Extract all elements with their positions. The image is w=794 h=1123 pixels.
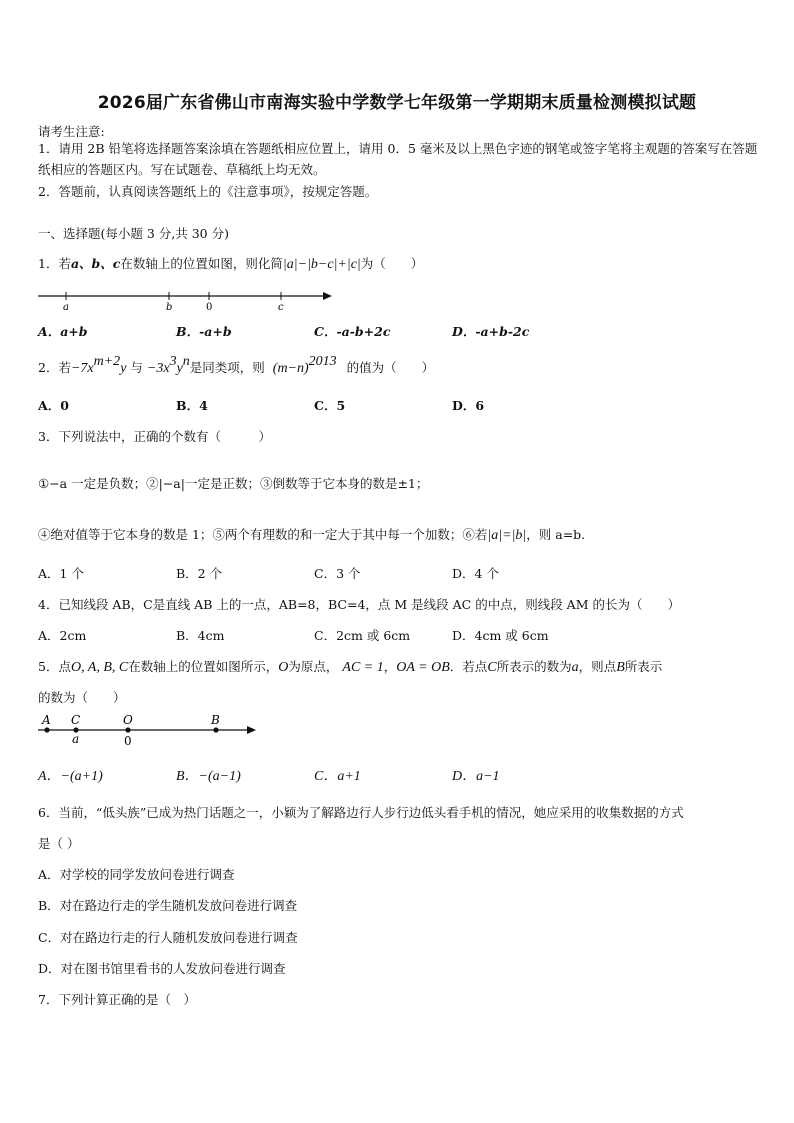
- q5-point-o: [125, 727, 130, 732]
- q3-option-c[interactable]: C．3 个: [314, 566, 361, 581]
- notice-item-1: 1．请用 2B 铅笔将选择题答案涂填在答题纸相应位置上，请用 0．5 毫米及以上黑色字迹的钢笔或签字笔将主观题的答案写在答题纸相应的答题区内。写在试题卷、草稿纸上均无效。: [38, 141, 758, 177]
- notice-item-2: 2．答题前，认真阅读答题纸上的《注意事项》，按规定答题。: [38, 184, 378, 199]
- q1-label-a: a: [63, 302, 69, 312]
- q5-label-B: B: [211, 713, 220, 727]
- page-title: 2026届广东省佛山市南海实验中学数学七年级第一学期期末质量检测模拟试题: [97, 93, 697, 113]
- question-4-stem: 4．已知线段 AB，C是直线 AB 上的一点，AB=8，BC=4，点 M 是线段 AC 的中点，则线段 AM 的长为（ ）: [38, 597, 680, 612]
- q3-statements-line-2: ④绝对值等于它本身的数是 1；⑤两个有理数的和一定大于其中每一个加数；⑥若|a|=|b|，则 a=b.: [38, 527, 586, 543]
- q6-option-a[interactable]: A．对学校的同学发放问卷进行调查: [38, 867, 235, 882]
- q2-option-a[interactable]: A．0: [38, 398, 69, 413]
- question-3-stem: 3．下列说法中，正确的个数有（ ）: [38, 429, 271, 444]
- q1-label-b: b: [166, 302, 173, 312]
- q2-option-b[interactable]: B．4: [176, 398, 208, 413]
- q4-option-d[interactable]: D．4cm 或 6cm: [452, 628, 549, 643]
- q5-label-C: C: [71, 713, 81, 727]
- question-1-stem: 1．若a、b、c在数轴上的位置如图，则化简|a|−|b−c|+|c|为（ ）: [38, 256, 424, 272]
- q5-label-a: a: [72, 732, 80, 746]
- q5-label-0: 0: [124, 734, 132, 748]
- q1-axis-arrow-icon: [323, 292, 332, 300]
- q3-option-d[interactable]: D．4 个: [452, 566, 499, 581]
- q5-option-b[interactable]: B．−(a−1): [176, 769, 241, 784]
- q5-label-O: O: [123, 713, 133, 727]
- q4-option-c[interactable]: C．2cm 或 6cm: [314, 628, 411, 643]
- question-2-stem: 2．若−7xm+2y 与 −3x3yn是同类项，则 (m−n)2013 的值为（ ）: [38, 354, 435, 376]
- q5-option-c[interactable]: C．a+1: [314, 769, 361, 784]
- q3-option-a[interactable]: A．1 个: [38, 566, 84, 581]
- notice-heading: 请考生注意:: [38, 124, 105, 139]
- q5-axis-arrow-icon: [247, 726, 256, 734]
- q5-stem-line-2: 的数为（ ）: [38, 690, 126, 705]
- q4-option-b[interactable]: B．4cm: [176, 628, 225, 643]
- q5-point-b: [213, 727, 218, 732]
- q5-point-a: [44, 727, 49, 732]
- q2-option-d[interactable]: D．6: [452, 398, 485, 413]
- q5-option-a[interactable]: A．−(a+1): [38, 769, 103, 784]
- q1-number-line: [36, 286, 336, 312]
- question-5-stem: 5．点O, A, B, C在数轴上的位置如图所示，O为原点， AC = 1，OA = OB．若点C所表示的数为a，则点B所表示: [38, 659, 663, 675]
- q2-option-c[interactable]: C．5: [314, 398, 346, 413]
- q3-statements-line-1: ①−a 一定是负数；②|−a|一定是正数；③倒数等于它本身的数是±1；: [38, 476, 429, 491]
- q1-option-c[interactable]: C．-a-b+2c: [314, 324, 391, 339]
- q1-option-a[interactable]: A．a+b: [38, 324, 88, 339]
- q1-option-d[interactable]: D．-a+b-2c: [452, 324, 530, 339]
- q6-option-b[interactable]: B．对在路边行走的学生随机发放问卷进行调查: [38, 898, 298, 913]
- q4-option-a[interactable]: A．2cm: [38, 628, 87, 643]
- q1-option-b[interactable]: B．-a+b: [176, 324, 232, 339]
- q6-option-c[interactable]: C．对在路边行走的行人随机发放问卷进行调查: [38, 930, 298, 945]
- section-heading: 一、选择题(每小题 3 分,共 30 分): [38, 226, 229, 241]
- q5-option-d[interactable]: D．a−1: [452, 769, 500, 784]
- q6-option-d[interactable]: D．对在图书馆里看书的人发放问卷进行调查: [38, 961, 286, 976]
- q5-number-line: [36, 712, 260, 748]
- q5-label-A: A: [42, 713, 51, 727]
- question-6-stem: 6．当前，“低头族”已成为热门话题之一，小颖为了解路边行人步行边低头看手机的情况，她应采用的收集数据的方式: [38, 805, 684, 820]
- question-7-stem: 7．下列计算正确的是（ ）: [38, 992, 196, 1007]
- q1-label-0: 0: [206, 302, 213, 312]
- q3-option-b[interactable]: B．2 个: [176, 566, 223, 581]
- q6-stem-line-2: 是（ ）: [38, 836, 80, 851]
- q1-label-c: c: [278, 302, 284, 312]
